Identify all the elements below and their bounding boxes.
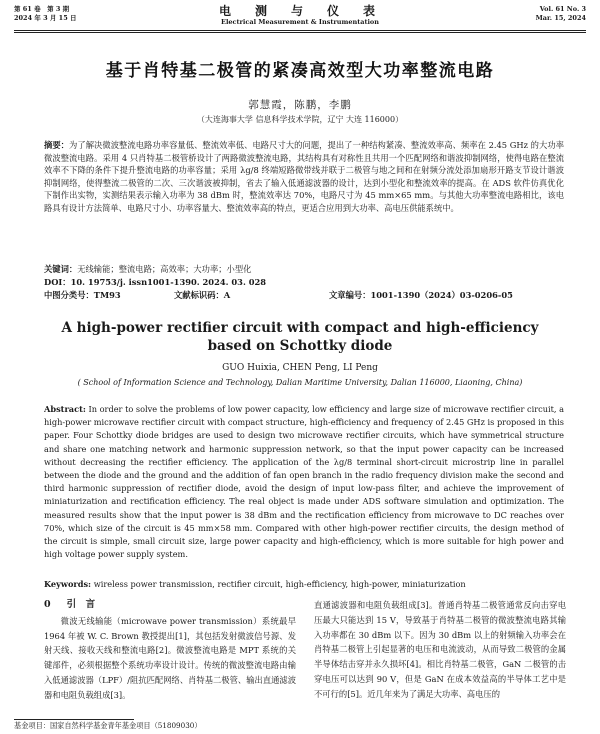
classification-line bbox=[44, 289, 564, 302]
intro-paragraph-left: 微波无线输能（microwave power transmission）系统最早 1964 年被 W. C. Brown 教授提出[1]，其包括发射微波信号源、发射天线、接收天线和整流电路[2]。微波整流电路是 MPT 系统的关键部件，必须根据整个系统功率设计设计。传统的微波整流电路由输入低通滤波器（LPF）/阻抗匹配网络、肖特基二极管、输出直通滤波器和电阻负载组成[3]。 bbox=[44, 615, 296, 700]
header-volume-en: Vol. 61 No. 3 bbox=[539, 5, 586, 13]
doi-line bbox=[44, 276, 564, 289]
header-center bbox=[14, 5, 586, 27]
body-column-left bbox=[44, 598, 296, 724]
abstract-en bbox=[44, 403, 564, 575]
header-date-en: Mar. 15, 2024 bbox=[535, 14, 586, 22]
authors-cn: 郭慧霞，陈鹏，李鹏 bbox=[248, 99, 352, 111]
abstract-en-label: Abstract: bbox=[44, 404, 86, 414]
keywords-cn-label: 关键词： bbox=[44, 264, 78, 274]
keywords-en bbox=[44, 578, 564, 591]
header-rule bbox=[14, 30, 586, 31]
keywords-en-text: wireless power transmission, rectifier circuit, high-efficiency, high-power, miniaturization bbox=[91, 579, 466, 589]
section-number: 0 bbox=[44, 599, 51, 610]
paper-title-cn: 基于肖特基二极管的紧凑高效型大功率整流电路 bbox=[105, 61, 495, 81]
keywords-cn-text: 无线输能；整流电路；高效率；大功率；小型化 bbox=[77, 264, 252, 274]
header-date-cn: 2024 年 3 月 15 日 bbox=[14, 14, 77, 22]
doi-label: DOI： bbox=[44, 277, 71, 287]
clc-number: 中图分类号：TM93 bbox=[44, 290, 121, 300]
abstract-cn bbox=[44, 139, 564, 262]
document-code: 文献标识码：A bbox=[174, 290, 231, 300]
journal-name-en: Electrical Measurement & Instrumentation bbox=[220, 18, 379, 26]
keywords-en-label: Keywords: bbox=[44, 579, 92, 589]
abstract-en-text: In order to solve the problems of low power capacity, low efficiency and large size of microwave rectifier circuit, a high-power microwave rectifier circuit with compact structure, high-efficiency and frequency of 2.45 GHz is proposed in this paper. Four Schottky diode bridges are used to design two microwave rectifier circuits, which have symmetrical structure and share one matching network and harmonic suppression network, so that the input power capacity can be increased without decreasing the rectifier efficiency. The application of the λg/8 terminal short-circuit microstrip line in parallel between the diode and the ground and the addition of fan open branch in the radio frequency division make the second and third harmonic suppression of rectifier diode, avoid the design of input low-pass filter, and achieve the improvement of miniaturization and rectification efficiency. The real object is made under ADS software simulation and optimization. The measured results show that the input power is 38 dBm and the rectification efficiency from microwave to DC reaches over 70%, which size of the circuit is 45 mm×58 mm. Compared with other high-power rectifier circuits, the design method of the circuit is simple, small circuit size, large power capacity and high-efficiency, which is more suitable for high power and high voltage power supply system. bbox=[44, 404, 564, 560]
footnote-rule bbox=[14, 719, 134, 720]
abstract-cn-text: 为了解决微波整流电路功率容量低、整流效率低、电路尺寸大的问题，提出了一种结构紧凑、整流效率高、频率在 2.45 GHz 的大功率微波整流电路。采用 4 只肖特基二极管桥设计了两路微波整流电路，其结构具有对称性且共用一个匹配网络和谐波抑制网络，使得电路在整流效率不下降的条件下提升整流电路的功率容量；采用 λg/8 终端短路微带线并联于二极管与地之间和在射频分流处添加扇形开路支节设计谐波抑制网络，使得整流二极管的二次、三次谐波被抑制，省去了输入低通滤波器的设计，达到小型化和整流效率的提高。在 ADS 软件仿真优化下制作出实物，实测结果表示输入功率为 38 dBm 时，整流效率达 70%，电路尺寸为 45 mm×65 mm。与其他大功率整流电路相比，该电路具有设计方法简单、电路尺寸小、功率容量大、整流效率高的特点，更适合应用到大功率、高电压供能系统中。 bbox=[44, 140, 564, 213]
header-volume-cn: 第 61 卷 第 3 期 bbox=[14, 5, 70, 13]
section-title: 引 言 bbox=[66, 599, 96, 610]
authors-en: GUO Huixia, CHEN Peng, LI Peng bbox=[222, 363, 378, 373]
doi-value: 10. 19753/j. issn1001-1390. 2024. 03. 028 bbox=[70, 277, 267, 287]
running-header bbox=[14, 5, 586, 31]
funding-footnote: 基金项目：国家自然科学基金青年基金项目（51809030） bbox=[14, 721, 202, 730]
body-column-right bbox=[314, 598, 566, 733]
affiliation-cn: （大连海事大学 信息科学技术学院，辽宁 大连 116000） bbox=[196, 115, 404, 124]
keywords-cn bbox=[44, 263, 564, 276]
abstract-cn-label: 摘要： bbox=[44, 140, 70, 150]
header-rule-2 bbox=[14, 32, 586, 33]
paper-title-en: A high-power rectifier circuit with compact and high-efficiency based on Schottky diode bbox=[61, 320, 539, 354]
intro-paragraph-right: 直通滤波器和电阻负载组成[3]。普通肖特基二极管通常反向击穿电压最大只能达到 15 V，导致基于肖特基二极管的微波整流电路其输入功率都在 30 dBm 以下。因为 30 dBm 以上的射频输入功率会在肖特基二极管上引起显著的电压和电流波动，从而导致二极管的金属半导体结击穿并永久损坏[4]。相比肖特基二极管，GaN 二极管的击穿电压可以达到 90 V，但是 GaN 在成本效益高的半导体工艺中是不可行的[5]。近几年来为了满足大功率、高电压的 bbox=[314, 600, 566, 699]
article-id: 文章编号：1001-1390（2024）03-0206-05 bbox=[329, 290, 513, 300]
section-heading bbox=[44, 598, 296, 613]
affiliation-en: ( School of Information Science and Technology, Dalian Maritime University, Dalian 116000, Liaoning, China) bbox=[77, 378, 523, 387]
journal-name-cn: 电 测 与 仪 表 bbox=[218, 4, 381, 18]
header-right bbox=[536, 5, 586, 23]
